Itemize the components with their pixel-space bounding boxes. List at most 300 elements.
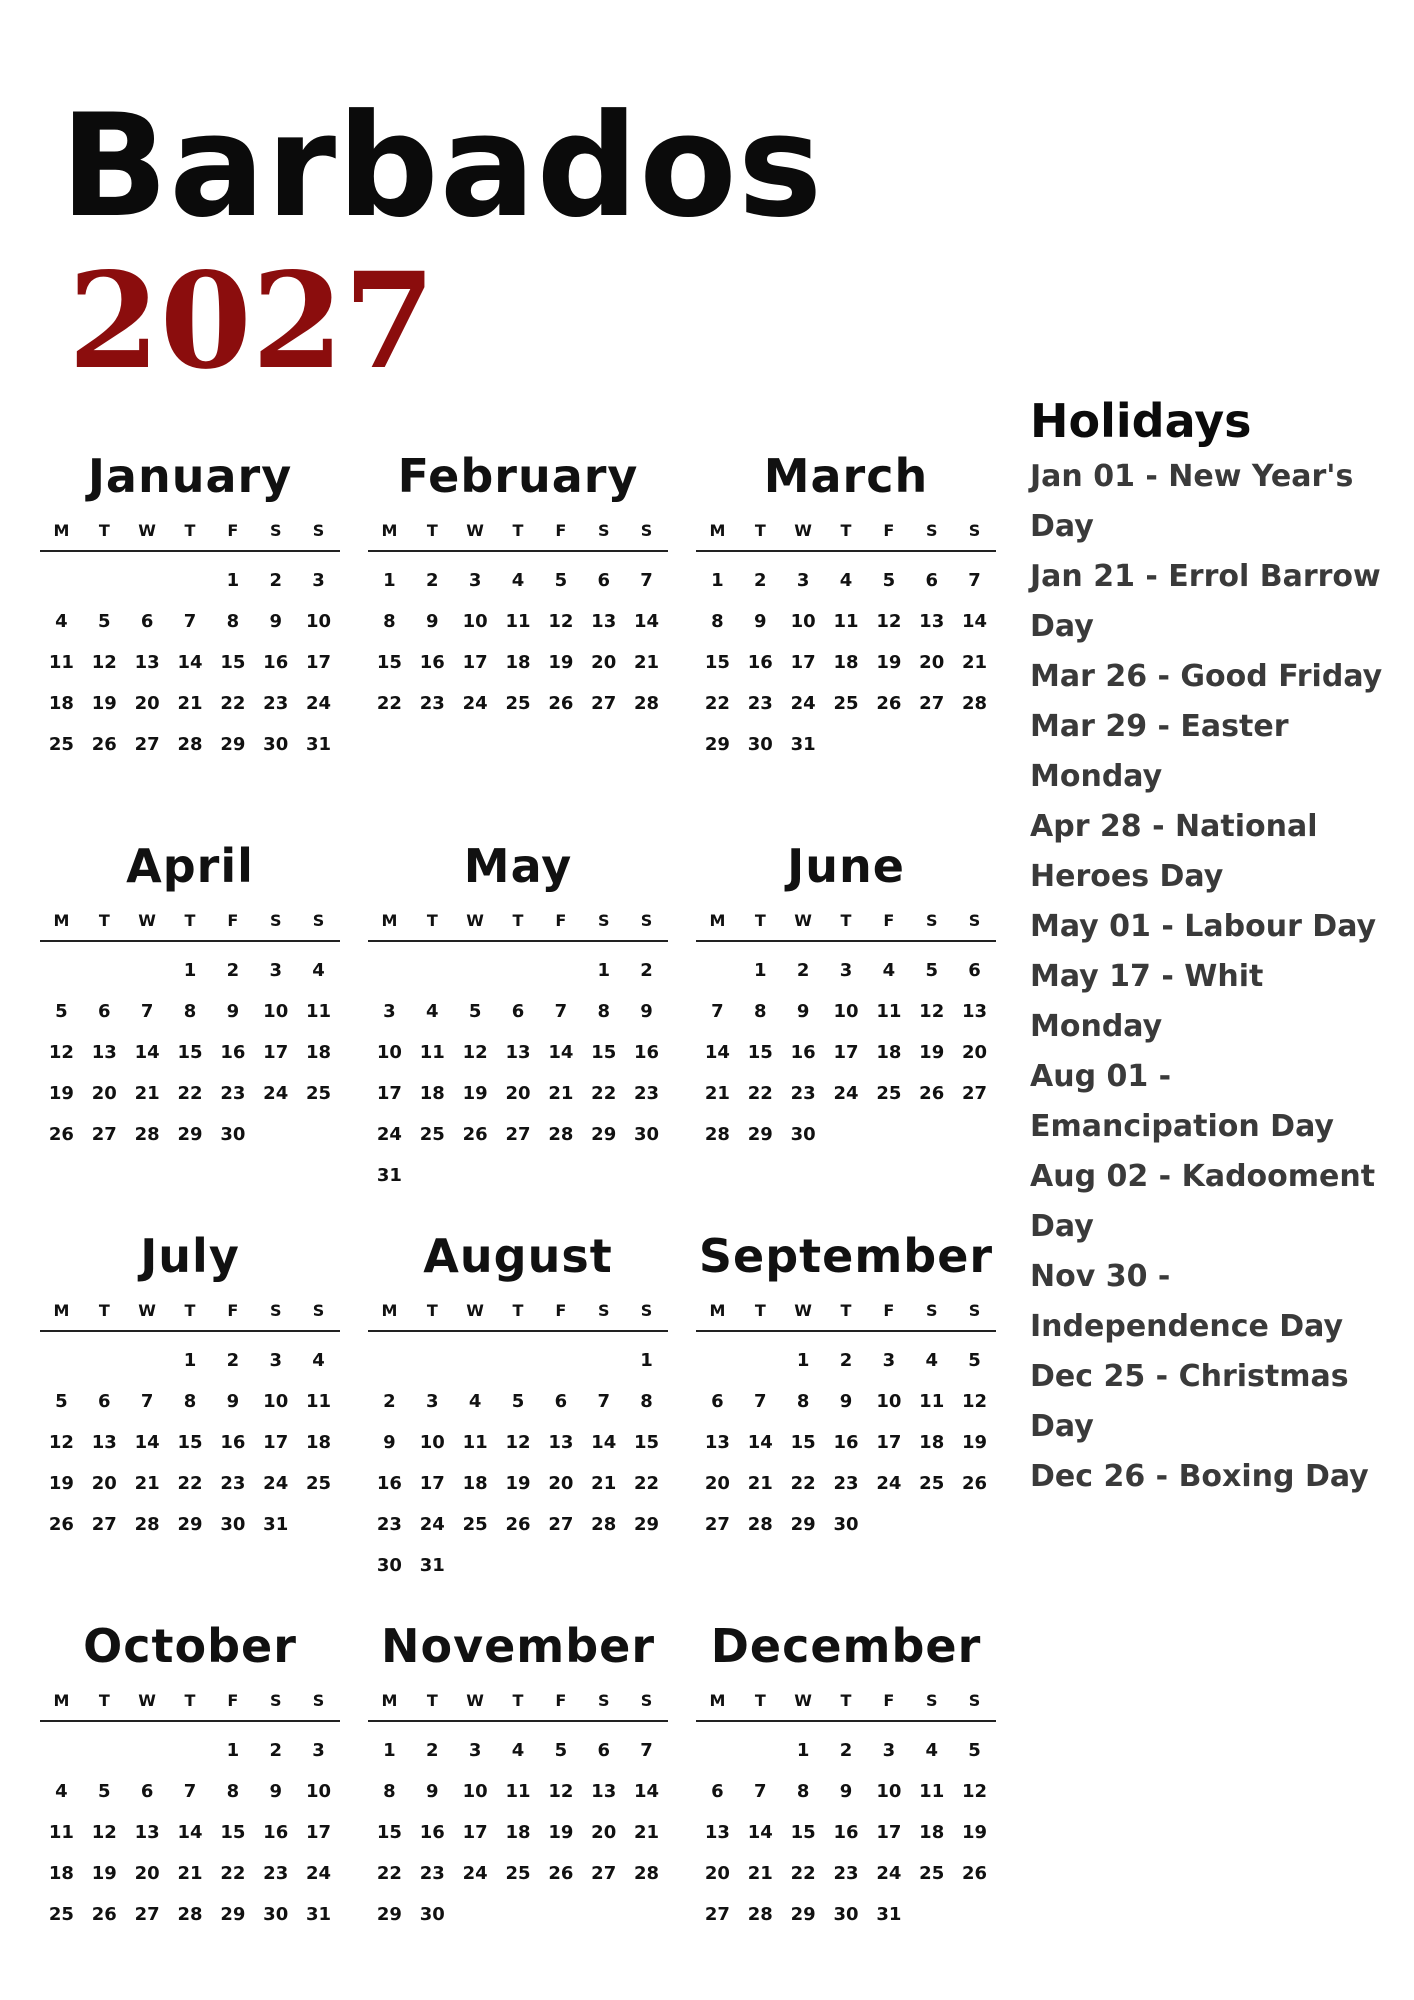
weekday-header: S bbox=[640, 1301, 653, 1320]
day-cell: 2 bbox=[754, 570, 767, 591]
day-cell: 13 bbox=[704, 1432, 730, 1453]
weekday-header: F bbox=[227, 1691, 239, 1710]
day-cell: 8 bbox=[226, 1781, 240, 1802]
day-cell: 24 bbox=[462, 1863, 488, 1884]
day-cell: 2 bbox=[640, 960, 653, 981]
day-grid bbox=[40, 560, 340, 765]
weekday-header: S bbox=[269, 911, 282, 930]
empty-day-cell bbox=[582, 1340, 625, 1381]
day-cell: 4 bbox=[468, 1391, 482, 1412]
empty-day-cell bbox=[126, 560, 169, 601]
day-cell: 5 bbox=[968, 1350, 981, 1371]
weekday-header: S bbox=[597, 521, 610, 540]
weekday-header-row bbox=[696, 902, 996, 942]
day-cell: 16 bbox=[263, 1822, 289, 1843]
weekday-header: S bbox=[968, 911, 981, 930]
day-cell: 19 bbox=[919, 1042, 945, 1063]
weekday-header: T bbox=[184, 521, 196, 540]
day-cell: 2 bbox=[226, 1350, 240, 1371]
weekday-header: F bbox=[555, 911, 567, 930]
day-cell: 13 bbox=[962, 1001, 988, 1022]
weekday-header: T bbox=[840, 521, 852, 540]
day-cell: 4 bbox=[511, 1740, 525, 1761]
empty-day-cell bbox=[83, 1340, 126, 1381]
day-cell: 31 bbox=[306, 1904, 332, 1925]
day-cell: 7 bbox=[711, 1001, 724, 1022]
empty-day-cell bbox=[739, 1730, 782, 1771]
day-cell: 21 bbox=[962, 652, 988, 673]
day-cell: 9 bbox=[426, 1781, 439, 1802]
day-cell: 25 bbox=[919, 1863, 945, 1884]
weekday-header: W bbox=[138, 911, 156, 930]
day-grid bbox=[40, 1730, 340, 1935]
weekday-header: T bbox=[512, 1691, 524, 1710]
day-cell: 8 bbox=[796, 1391, 810, 1412]
day-cell: 29 bbox=[790, 1514, 816, 1535]
day-cell: 16 bbox=[833, 1432, 859, 1453]
day-cell: 13 bbox=[919, 611, 945, 632]
day-cell: 10 bbox=[790, 611, 816, 632]
weekday-header: S bbox=[968, 1691, 981, 1710]
day-cell: 22 bbox=[220, 1863, 246, 1884]
holidays-panel bbox=[1030, 392, 1400, 1502]
day-cell: 17 bbox=[306, 1822, 332, 1843]
day-cell: 16 bbox=[790, 1042, 816, 1063]
day-cell: 27 bbox=[134, 1904, 160, 1925]
weekday-header: W bbox=[466, 1691, 484, 1710]
day-cell: 30 bbox=[790, 1124, 816, 1145]
day-cell: 25 bbox=[876, 1083, 902, 1104]
day-cell: 4 bbox=[55, 1781, 68, 1802]
weekday-header: M bbox=[709, 1301, 726, 1320]
day-cell: 26 bbox=[962, 1473, 988, 1494]
day-cell: 8 bbox=[183, 1001, 197, 1022]
weekday-header: F bbox=[883, 911, 895, 930]
day-cell: 9 bbox=[839, 1781, 853, 1802]
day-cell: 26 bbox=[505, 1514, 531, 1535]
day-cell: 10 bbox=[263, 1001, 289, 1022]
weekday-header: S bbox=[312, 1691, 325, 1710]
day-cell: 1 bbox=[711, 570, 724, 591]
empty-day-cell bbox=[126, 1340, 169, 1381]
weekday-header: M bbox=[709, 521, 726, 540]
day-cell: 11 bbox=[505, 1781, 531, 1802]
day-cell: 26 bbox=[462, 1124, 488, 1145]
month-february bbox=[368, 440, 668, 830]
day-cell: 27 bbox=[91, 1514, 117, 1535]
month-name: November bbox=[380, 1619, 656, 1673]
day-cell: 9 bbox=[754, 611, 767, 632]
day-cell: 14 bbox=[134, 1042, 160, 1063]
day-cell: 20 bbox=[548, 1473, 574, 1494]
day-cell: 1 bbox=[383, 1740, 396, 1761]
weekday-header: F bbox=[883, 1301, 895, 1320]
day-cell: 19 bbox=[91, 1863, 117, 1884]
day-cell: 5 bbox=[468, 1001, 482, 1022]
day-cell: 10 bbox=[419, 1432, 445, 1453]
weekday-header: F bbox=[227, 521, 239, 540]
weekday-header: T bbox=[840, 1691, 852, 1710]
day-cell: 29 bbox=[591, 1124, 617, 1145]
weekday-header-row bbox=[40, 902, 340, 942]
day-cell: 14 bbox=[591, 1432, 617, 1453]
day-cell: 29 bbox=[177, 1124, 203, 1145]
day-cell: 27 bbox=[591, 693, 617, 714]
day-cell: 29 bbox=[177, 1514, 203, 1535]
day-cell: 4 bbox=[426, 1001, 439, 1022]
day-cell: 2 bbox=[269, 1740, 282, 1761]
day-cell: 11 bbox=[462, 1432, 488, 1453]
day-cell: 1 bbox=[183, 1350, 197, 1371]
day-cell: 12 bbox=[91, 652, 117, 673]
day-cell: 26 bbox=[962, 1863, 988, 1884]
weekday-header: T bbox=[184, 911, 196, 930]
day-cell: 8 bbox=[183, 1391, 197, 1412]
day-cell: 6 bbox=[98, 1001, 111, 1022]
day-cell: 11 bbox=[48, 1822, 74, 1843]
day-cell: 5 bbox=[98, 1781, 111, 1802]
day-cell: 19 bbox=[876, 652, 902, 673]
weekday-header: W bbox=[138, 521, 156, 540]
day-cell: 4 bbox=[312, 960, 325, 981]
empty-day-cell bbox=[696, 950, 739, 991]
day-cell: 28 bbox=[134, 1514, 160, 1535]
weekday-header: M bbox=[53, 1691, 70, 1710]
holiday-item: Apr 28 - National Heroes Day bbox=[1030, 809, 1318, 894]
weekday-header: S bbox=[925, 1691, 938, 1710]
day-cell: 19 bbox=[48, 1473, 74, 1494]
empty-day-cell bbox=[539, 1340, 582, 1381]
day-cell: 16 bbox=[376, 1473, 402, 1494]
day-cell: 23 bbox=[263, 693, 289, 714]
day-cell: 3 bbox=[882, 1350, 896, 1371]
day-cell: 21 bbox=[134, 1083, 160, 1104]
empty-day-cell bbox=[40, 950, 83, 991]
empty-day-cell bbox=[411, 1340, 454, 1381]
day-cell: 17 bbox=[790, 652, 816, 673]
day-cell: 25 bbox=[306, 1473, 332, 1494]
day-cell: 15 bbox=[177, 1042, 203, 1063]
day-grid bbox=[696, 1730, 996, 1935]
day-cell: 26 bbox=[48, 1514, 74, 1535]
day-cell: 21 bbox=[704, 1083, 730, 1104]
weekday-header: T bbox=[426, 521, 438, 540]
day-cell: 6 bbox=[597, 1740, 610, 1761]
day-cell: 14 bbox=[634, 611, 660, 632]
day-cell: 12 bbox=[505, 1432, 531, 1453]
day-cell: 14 bbox=[634, 1781, 660, 1802]
day-cell: 19 bbox=[505, 1473, 531, 1494]
empty-day-cell bbox=[83, 1730, 126, 1771]
day-cell: 30 bbox=[747, 734, 773, 755]
day-cell: 2 bbox=[383, 1391, 396, 1412]
day-cell: 10 bbox=[263, 1391, 289, 1412]
weekday-header: F bbox=[883, 1691, 895, 1710]
day-cell: 26 bbox=[548, 1863, 574, 1884]
day-cell: 20 bbox=[505, 1083, 531, 1104]
day-cell: 20 bbox=[591, 652, 617, 673]
day-cell: 7 bbox=[140, 1001, 154, 1022]
day-cell: 24 bbox=[306, 693, 332, 714]
day-grid bbox=[696, 1340, 996, 1545]
day-cell: 1 bbox=[383, 570, 396, 591]
empty-day-cell bbox=[497, 950, 540, 991]
weekday-header: S bbox=[312, 1301, 325, 1320]
day-cell: 15 bbox=[634, 1432, 660, 1453]
day-cell: 4 bbox=[511, 570, 525, 591]
day-cell: 15 bbox=[704, 652, 730, 673]
day-cell: 17 bbox=[419, 1473, 445, 1494]
weekday-header: F bbox=[555, 1301, 567, 1320]
weekday-header: F bbox=[555, 521, 567, 540]
day-cell: 2 bbox=[796, 960, 810, 981]
day-cell: 17 bbox=[833, 1042, 859, 1063]
day-cell: 4 bbox=[925, 1740, 938, 1761]
day-cell: 18 bbox=[48, 693, 74, 714]
day-cell: 25 bbox=[419, 1124, 445, 1145]
month-name: September bbox=[698, 1229, 994, 1283]
holiday-item: Mar 29 - Easter Monday bbox=[1030, 709, 1289, 794]
weekday-header: T bbox=[840, 911, 852, 930]
day-cell: 26 bbox=[91, 1904, 117, 1925]
weekday-header: W bbox=[794, 911, 812, 930]
holiday-item: Jan 01 - New Year's Day bbox=[1030, 459, 1354, 544]
weekday-header: S bbox=[925, 1301, 938, 1320]
day-cell: 1 bbox=[796, 1740, 810, 1761]
weekday-header: S bbox=[597, 1691, 610, 1710]
weekday-header: W bbox=[138, 1691, 156, 1710]
day-cell: 12 bbox=[962, 1781, 988, 1802]
day-cell: 19 bbox=[548, 1822, 574, 1843]
month-october bbox=[40, 1610, 340, 2000]
day-cell: 28 bbox=[591, 1514, 617, 1535]
empty-day-cell bbox=[539, 950, 582, 991]
month-name: October bbox=[83, 1619, 297, 1673]
day-cell: 25 bbox=[462, 1514, 488, 1535]
weekday-header: S bbox=[269, 521, 282, 540]
day-cell: 29 bbox=[634, 1514, 660, 1535]
day-cell: 10 bbox=[462, 1781, 488, 1802]
weekday-header-row bbox=[696, 512, 996, 552]
day-grid bbox=[368, 1340, 668, 1586]
day-cell: 3 bbox=[269, 960, 282, 981]
weekday-header: S bbox=[968, 521, 981, 540]
day-cell: 16 bbox=[634, 1042, 660, 1063]
day-cell: 17 bbox=[876, 1822, 902, 1843]
day-cell: 25 bbox=[833, 693, 859, 714]
month-january bbox=[40, 440, 340, 830]
day-cell: 12 bbox=[962, 1391, 988, 1412]
day-grid bbox=[40, 950, 340, 1155]
empty-day-cell bbox=[169, 1730, 212, 1771]
weekday-header: F bbox=[883, 521, 895, 540]
empty-day-cell bbox=[368, 950, 411, 991]
weekday-header: T bbox=[512, 911, 524, 930]
weekday-header: M bbox=[381, 521, 398, 540]
day-cell: 7 bbox=[968, 570, 981, 591]
day-cell: 11 bbox=[833, 611, 859, 632]
day-cell: 24 bbox=[790, 693, 816, 714]
day-cell: 18 bbox=[306, 1432, 332, 1453]
day-grid bbox=[40, 1340, 340, 1545]
day-cell: 23 bbox=[220, 1473, 246, 1494]
day-cell: 20 bbox=[591, 1822, 617, 1843]
day-cell: 6 bbox=[554, 1391, 568, 1412]
day-grid bbox=[696, 950, 996, 1155]
weekday-header: M bbox=[381, 911, 398, 930]
weekday-header: M bbox=[53, 911, 70, 930]
weekday-header: S bbox=[925, 521, 938, 540]
weekday-header: M bbox=[381, 1691, 398, 1710]
month-name: June bbox=[787, 839, 905, 893]
day-cell: 27 bbox=[91, 1124, 117, 1145]
day-cell: 21 bbox=[634, 652, 660, 673]
day-cell: 9 bbox=[640, 1001, 653, 1022]
day-cell: 25 bbox=[505, 693, 531, 714]
weekday-header-row bbox=[40, 1682, 340, 1722]
empty-day-cell bbox=[411, 950, 454, 991]
empty-day-cell bbox=[40, 560, 83, 601]
day-cell: 16 bbox=[833, 1822, 859, 1843]
day-cell: 22 bbox=[376, 1863, 402, 1884]
holidays-title: Holidays bbox=[1030, 394, 1252, 448]
weekday-header-row bbox=[368, 512, 668, 552]
day-cell: 26 bbox=[876, 693, 902, 714]
day-grid bbox=[368, 560, 668, 724]
day-cell: 7 bbox=[754, 1391, 767, 1412]
holiday-item: Aug 01 - Emancipation Day bbox=[1030, 1059, 1334, 1144]
day-cell: 20 bbox=[91, 1473, 117, 1494]
day-cell: 25 bbox=[505, 1863, 531, 1884]
day-cell: 20 bbox=[704, 1863, 730, 1884]
day-cell: 1 bbox=[640, 1350, 653, 1371]
day-cell: 27 bbox=[962, 1083, 988, 1104]
day-cell: 4 bbox=[882, 960, 896, 981]
day-cell: 12 bbox=[91, 1822, 117, 1843]
day-cell: 25 bbox=[48, 734, 74, 755]
weekday-header: T bbox=[754, 1301, 766, 1320]
day-cell: 21 bbox=[177, 693, 203, 714]
day-cell: 23 bbox=[790, 1083, 816, 1104]
empty-day-cell bbox=[83, 560, 126, 601]
day-cell: 15 bbox=[376, 652, 402, 673]
day-cell: 27 bbox=[548, 1514, 574, 1535]
day-cell: 21 bbox=[634, 1822, 660, 1843]
holidays-list bbox=[1030, 452, 1400, 1502]
day-cell: 3 bbox=[796, 570, 810, 591]
day-cell: 3 bbox=[312, 570, 325, 591]
day-cell: 11 bbox=[306, 1391, 332, 1412]
weekday-header: S bbox=[597, 1301, 610, 1320]
day-cell: 28 bbox=[634, 693, 660, 714]
day-cell: 15 bbox=[376, 1822, 402, 1843]
day-cell: 5 bbox=[55, 1391, 68, 1412]
day-cell: 19 bbox=[462, 1083, 488, 1104]
weekday-header: T bbox=[754, 1691, 766, 1710]
day-cell: 13 bbox=[591, 611, 617, 632]
day-cell: 23 bbox=[419, 693, 445, 714]
day-cell: 20 bbox=[134, 693, 160, 714]
day-cell: 14 bbox=[134, 1432, 160, 1453]
day-cell: 25 bbox=[919, 1473, 945, 1494]
weekday-header-row bbox=[696, 1682, 996, 1722]
day-cell: 29 bbox=[704, 734, 730, 755]
day-cell: 14 bbox=[747, 1822, 773, 1843]
day-cell: 22 bbox=[177, 1473, 203, 1494]
day-cell: 7 bbox=[183, 611, 197, 632]
month-name: July bbox=[140, 1229, 240, 1283]
holiday-item: May 01 - Labour Day bbox=[1030, 909, 1377, 944]
day-cell: 10 bbox=[306, 1781, 332, 1802]
empty-day-cell bbox=[739, 1340, 782, 1381]
day-cell: 16 bbox=[220, 1042, 246, 1063]
day-cell: 1 bbox=[796, 1350, 810, 1371]
month-may bbox=[368, 830, 668, 1220]
months-grid bbox=[40, 440, 1000, 2000]
day-cell: 15 bbox=[747, 1042, 773, 1063]
month-august bbox=[368, 1220, 668, 1610]
day-cell: 20 bbox=[91, 1083, 117, 1104]
day-cell: 11 bbox=[505, 611, 531, 632]
day-cell: 14 bbox=[177, 1822, 203, 1843]
day-cell: 30 bbox=[376, 1555, 402, 1576]
weekday-header: T bbox=[426, 1301, 438, 1320]
day-cell: 11 bbox=[919, 1391, 945, 1412]
calendar-year: 2027 bbox=[68, 244, 436, 399]
day-cell: 24 bbox=[376, 1124, 402, 1145]
empty-day-cell bbox=[126, 950, 169, 991]
weekday-header: T bbox=[98, 521, 110, 540]
day-cell: 22 bbox=[591, 1083, 617, 1104]
weekday-header: M bbox=[381, 1301, 398, 1320]
day-cell: 1 bbox=[226, 1740, 240, 1761]
day-cell: 16 bbox=[263, 652, 289, 673]
day-cell: 12 bbox=[462, 1042, 488, 1063]
day-cell: 30 bbox=[263, 734, 289, 755]
day-cell: 1 bbox=[597, 960, 610, 981]
day-cell: 22 bbox=[177, 1083, 203, 1104]
day-cell: 6 bbox=[711, 1391, 724, 1412]
day-cell: 25 bbox=[306, 1083, 332, 1104]
day-cell: 18 bbox=[419, 1083, 445, 1104]
day-cell: 28 bbox=[134, 1124, 160, 1145]
weekday-header: T bbox=[98, 911, 110, 930]
day-cell: 18 bbox=[833, 652, 859, 673]
day-cell: 29 bbox=[747, 1124, 773, 1145]
weekday-header-row bbox=[40, 512, 340, 552]
day-cell: 13 bbox=[591, 1781, 617, 1802]
weekday-header: W bbox=[794, 521, 812, 540]
weekday-header-row bbox=[368, 1682, 668, 1722]
day-cell: 19 bbox=[962, 1822, 988, 1843]
day-cell: 6 bbox=[925, 570, 938, 591]
empty-day-cell bbox=[83, 950, 126, 991]
day-cell: 20 bbox=[704, 1473, 730, 1494]
day-cell: 24 bbox=[462, 693, 488, 714]
day-cell: 22 bbox=[790, 1863, 816, 1884]
weekday-header: T bbox=[426, 1691, 438, 1710]
day-cell: 23 bbox=[634, 1083, 660, 1104]
weekday-header: M bbox=[709, 911, 726, 930]
day-cell: 15 bbox=[790, 1432, 816, 1453]
day-cell: 17 bbox=[376, 1083, 402, 1104]
month-name: January bbox=[87, 449, 293, 503]
day-cell: 20 bbox=[134, 1863, 160, 1884]
day-cell: 26 bbox=[48, 1124, 74, 1145]
day-cell: 30 bbox=[263, 1904, 289, 1925]
day-cell: 6 bbox=[511, 1001, 525, 1022]
day-cell: 25 bbox=[48, 1904, 74, 1925]
